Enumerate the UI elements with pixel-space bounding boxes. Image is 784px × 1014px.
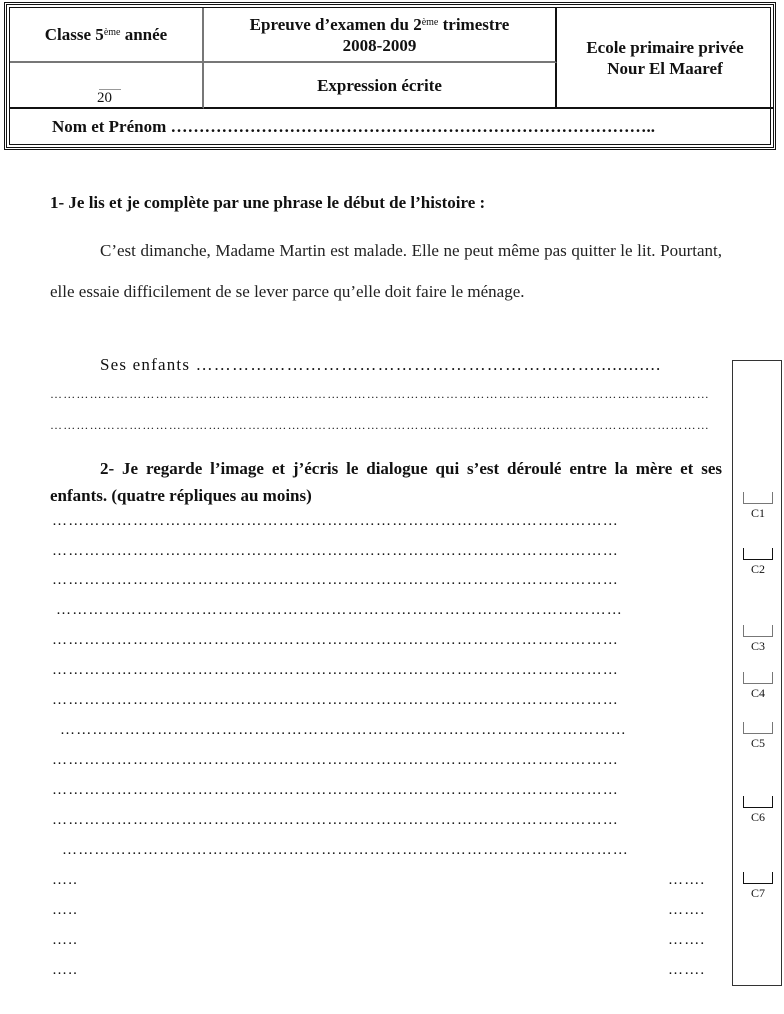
exam-title-suffix: trimestre [438,14,510,34]
short-line-right[interactable]: ……. [668,932,706,948]
school-name-line2: Nour El Maaref [607,58,723,78]
criterion-label: C2 [750,562,765,576]
dialogue-line[interactable]: …………………………………………………………………………………………… [60,722,627,738]
criterion-c2[interactable] [743,548,773,577]
criterion-label: C3 [750,639,765,653]
score-box[interactable] [743,722,773,734]
score-box[interactable] [743,796,773,808]
name-field[interactable] [10,109,773,145]
criterion-c4[interactable] [743,672,773,701]
criterion-c3[interactable] [743,625,773,654]
criterion-label: C7 [750,886,765,900]
exam-header-table [4,2,776,150]
short-line-left[interactable]: ….. [52,902,79,918]
school-name-line1: Ecole primaire privée [586,37,744,57]
short-line-right[interactable]: ……. [668,902,706,918]
question1-text: C’est dimanche, Madame Martin est malade. Elle ne peut même pas quitter le lit. Pourtant, elle essaie difficilement de se lever parce qu’elle doit faire le ménage. [50,241,722,301]
dialogue-line[interactable]: …………………………………………………………………………………………… [52,572,619,588]
score-box[interactable] [743,492,773,504]
question2-title: 2- Je regarde l’image et j’écris le dialogue qui s’est déroulé entre la mère et ses enfants. (quatre répliques au moins) [50,459,722,505]
criterion-c1[interactable] [743,492,773,521]
class-label: Classe 5 [44,25,104,44]
class-suffix: année [120,25,168,44]
score-total: 20 [97,90,112,106]
dialogue-line[interactable]: …………………………………………………………………………………………… [52,632,619,648]
class-cell [10,8,204,63]
criteria-column [732,360,782,986]
criterion-c7[interactable] [743,872,773,901]
exam-title: Epreuve d’examen du 2 [249,14,422,34]
score-box[interactable] [743,672,773,684]
dialogue-line[interactable]: …………………………………………………………………………………………… [52,662,619,678]
score-box[interactable] [743,872,773,884]
question1-title: 1- Je lis et je complète par une phrase le début de l’histoire : [50,193,486,212]
subject-cell [204,63,557,109]
dialogue-line[interactable]: …………………………………………………………………………………………… [52,513,619,529]
criterion-label: C6 [750,810,765,824]
answer1-prompt[interactable]: Ses enfants …………………………………………………………............ [100,355,662,374]
dialogue-line[interactable]: …………………………………………………………………………………………… [62,842,629,858]
criterion-label: C5 [750,736,765,750]
dialogue-line[interactable]: …………………………………………………………………………………………… [52,543,619,559]
short-line-right[interactable]: ……. [668,872,706,888]
exam-title-cell [204,8,557,63]
answer1-line[interactable]: …………………………………………………………………………………………………………………………………… [50,387,710,401]
school-year: 2008-2009 [342,35,417,55]
subject-label: Expression écrite [317,75,442,95]
short-line-right[interactable]: ……. [668,962,706,978]
short-line-left[interactable]: ….. [52,932,79,948]
dialogue-line[interactable]: …………………………………………………………………………………………… [52,782,619,798]
class-sup: ème [103,27,121,38]
dialogue-line[interactable]: …………………………………………………………………………………………… [52,752,619,768]
name-label: Nom et Prénom ………………………………………………………………………….. [52,117,655,136]
short-line-left[interactable]: ….. [52,962,79,978]
criterion-c6[interactable] [743,796,773,825]
criterion-label: C4 [750,686,765,700]
dialogue-line[interactable]: …………………………………………………………………………………………… [56,602,623,618]
score-box[interactable] [743,625,773,637]
score-box[interactable] [743,548,773,560]
criterion-label: C1 [750,506,765,520]
answer1-line[interactable]: …………………………………………………………………………………………………………………………………… [50,418,710,432]
criterion-c5[interactable] [743,722,773,751]
short-line-left[interactable]: ….. [52,872,79,888]
dialogue-line[interactable]: …………………………………………………………………………………………… [52,812,619,828]
dialogue-line[interactable]: …………………………………………………………………………………………… [52,692,619,708]
school-cell [557,8,773,109]
exam-title-sup: ème [421,16,439,28]
